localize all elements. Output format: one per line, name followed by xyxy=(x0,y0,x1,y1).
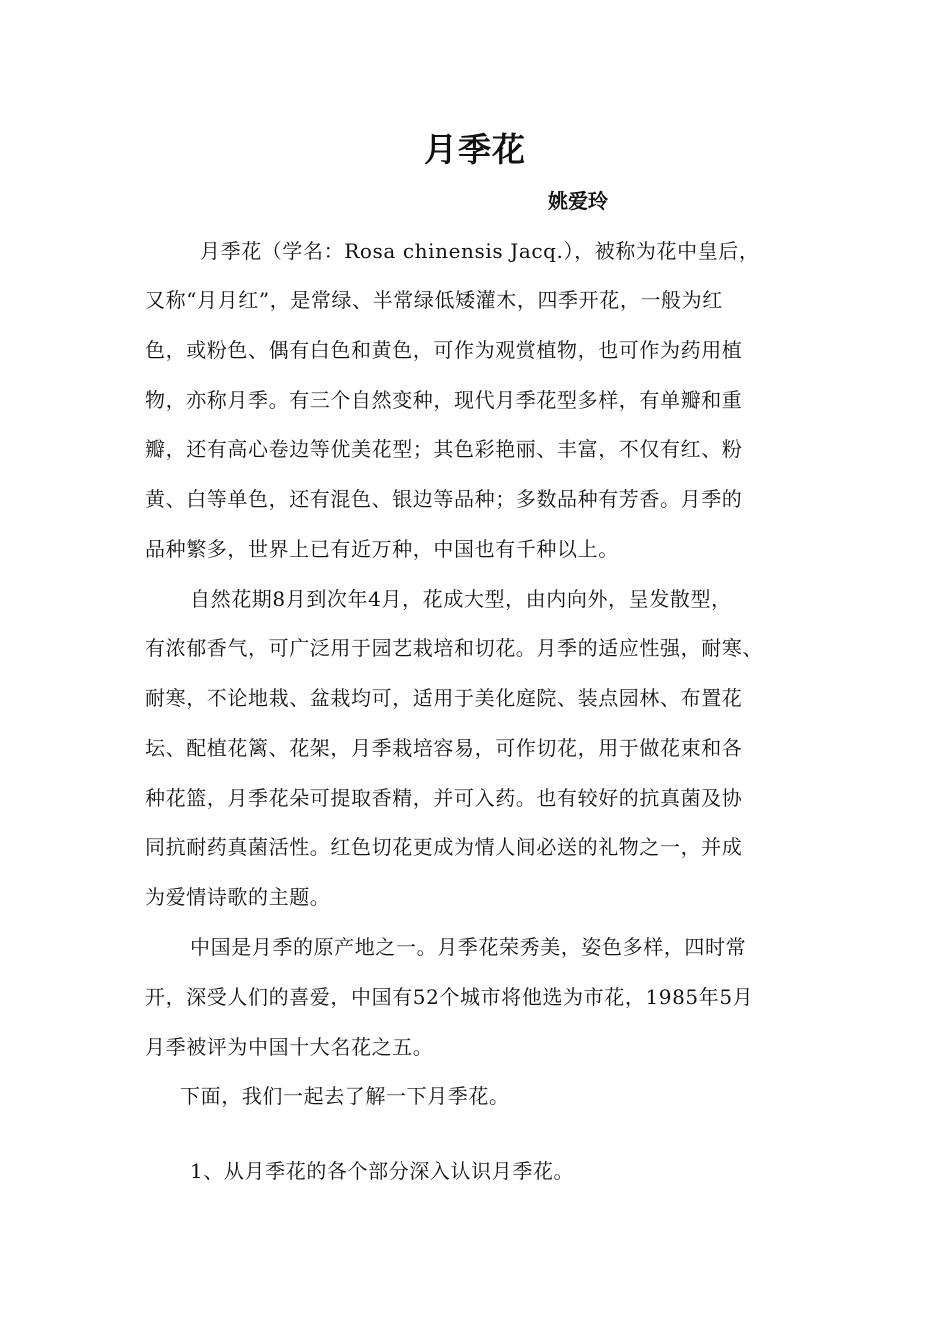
paragraph-1-line-2: 又称“月月红”，是常绿、半常绿低矮灌木，四季开花，一般为红 xyxy=(145,288,723,312)
paragraph-3-line-2: 开，深受人们的喜爱，中国有52个城市将他选为市花，1985年5月 xyxy=(145,985,754,1009)
paragraph-2-line-4: 坛、配植花篱、花架，月季栽培容易，可作切花，用于做花束和各 xyxy=(145,736,743,760)
paragraph-3-line-3: 月季被评为中国十大名花之五。 xyxy=(145,1035,434,1059)
document-author: 姚爱玲 xyxy=(548,189,608,213)
paragraph-1-line-3: 色，或粉色、偶有白色和黄色，可作为观赏植物，也可作为药用植 xyxy=(145,338,743,362)
paragraph-4: 下面，我们一起去了解一下月季花。 xyxy=(180,1084,510,1108)
paragraph-2-line-7: 为爱情诗歌的主题。 xyxy=(145,885,331,909)
document-title: 月季花 xyxy=(424,130,526,169)
paragraph-2-line-3: 耐寒，不论地栽、盆栽均可，适用于美化庭院、装点园林、布置花 xyxy=(145,686,743,710)
paragraph-1-line-7: 品种繁多，世界上已有近万种，中国也有千种以上。 xyxy=(145,537,619,561)
paragraph-2-line-2: 有浓郁香气，可广泛用于园艺栽培和切花。月季的适应性强，耐寒、 xyxy=(145,636,763,660)
paragraph-2-line-1: 自然花期8月到次年4月，花成大型，由内向外，呈发散型， xyxy=(190,587,732,611)
paragraph-1-line-6: 黄、白等单色，还有混色、银边等品种；多数品种有芳香。月季的 xyxy=(145,487,743,511)
paragraph-2-line-6: 同抗耐药真菌活性。红色切花更成为情人间必送的礼物之一，并成 xyxy=(145,835,743,859)
paragraph-3-line-1: 中国是月季的原产地之一。月季花荣秀美，姿色多样，四时常 xyxy=(190,935,747,959)
section-1-heading: 1、从月季花的各个部分深入认识月季花。 xyxy=(190,1159,575,1183)
paragraph-1-line-5: 瓣，还有高心卷边等优美花型；其色彩艳丽、丰富，不仅有红、粉 xyxy=(145,437,743,461)
paragraph-1-line-1: 月季花（学名：Rosa chinensis Jacq.），被称为花中皇后， xyxy=(200,239,760,263)
paragraph-2-line-5: 种花篮，月季花朵可提取香精，并可入药。也有较好的抗真菌及协 xyxy=(145,786,743,810)
paragraph-1-line-4: 物，亦称月季。有三个自然变种，现代月季花型多样，有单瓣和重 xyxy=(145,388,743,412)
